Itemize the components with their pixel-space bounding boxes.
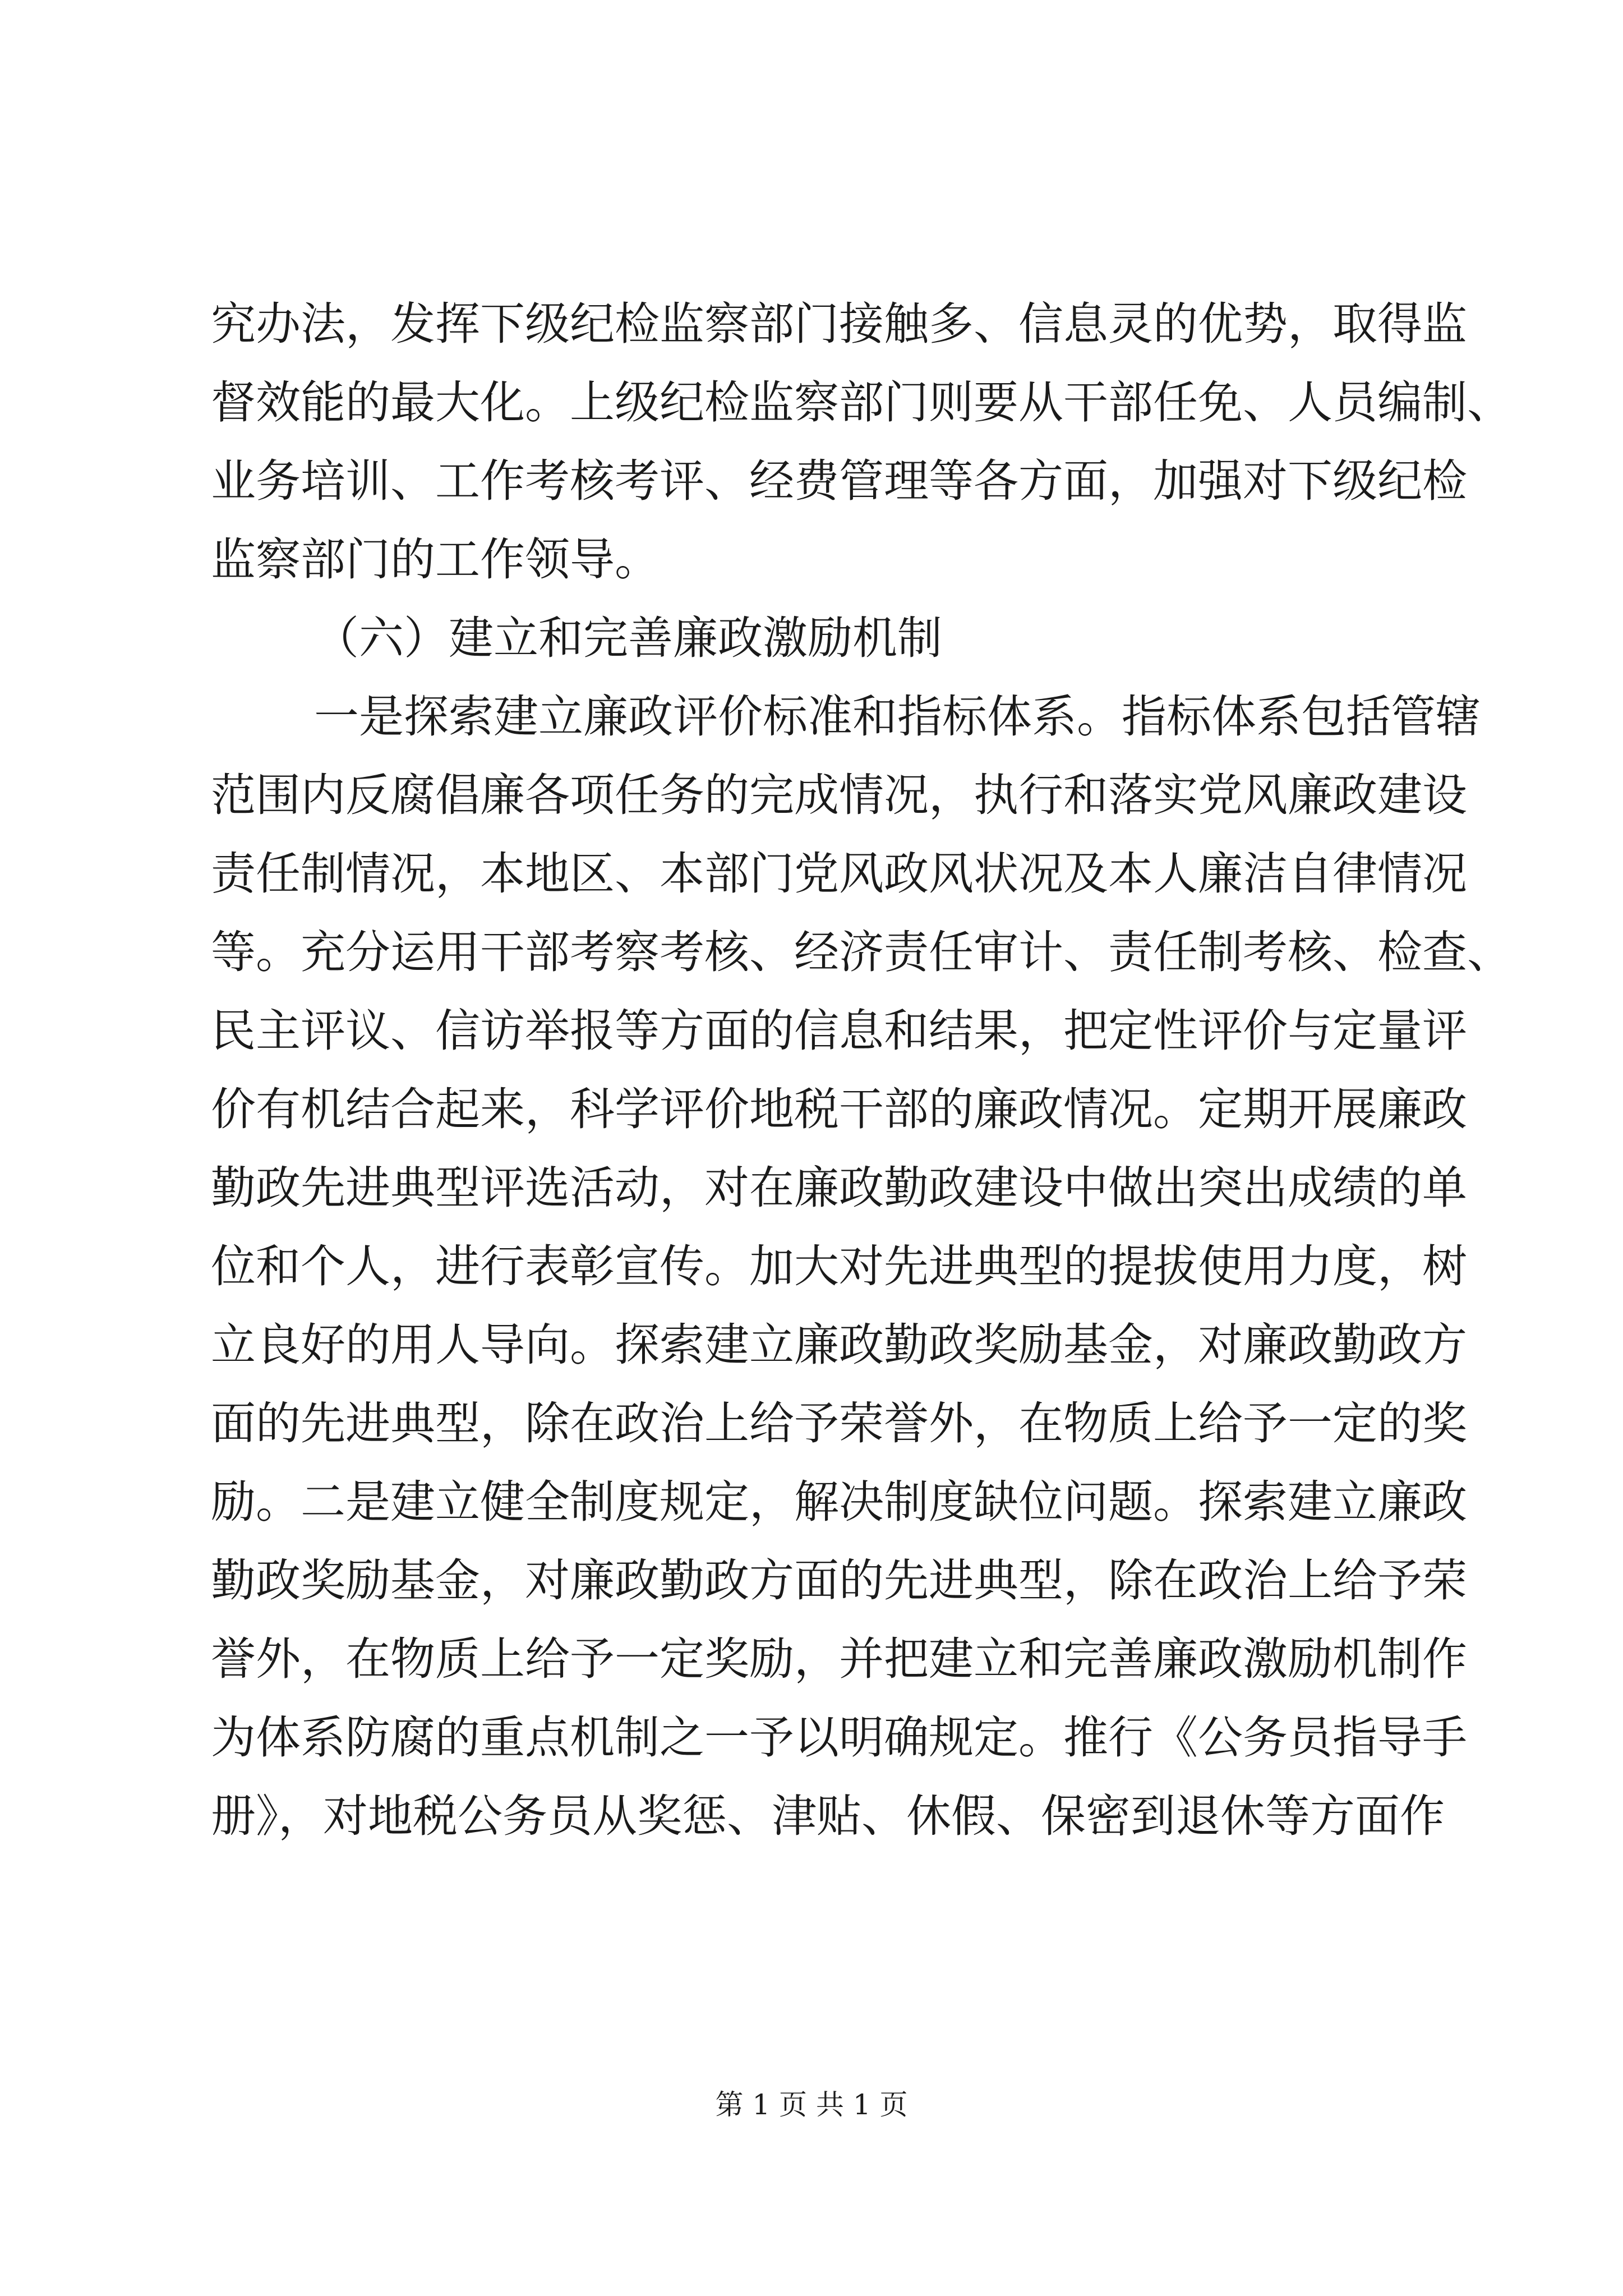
paragraph-2-line-12: 勤政奖励基金，对廉政勤政方面的先进典型，除在政治上给予荣 xyxy=(211,1554,1467,1607)
paragraph-2-line-14: 为体系防腐的重点机制之一予以明确规定。推行《公务员指导手 xyxy=(211,1711,1467,1764)
paragraph-2-line-4: 等。充分运用干部考察考核、经济责任审计、责任制考核、检查、 xyxy=(211,926,1512,978)
page-footer: 第 1 页 共 1 页 xyxy=(715,2088,908,2121)
paragraph-2-line-13: 誉外，在物质上给予一定奖励，并把建立和完善廉政激励机制作 xyxy=(211,1633,1467,1685)
paragraph-2-line-2: 范围内反腐倡廉各项任务的完成情况，执行和落实党风廉政建设 xyxy=(211,769,1467,821)
paragraph-2-line-3: 责任制情况，本地区、本部门党风政风状况及本人廉洁自律情况 xyxy=(211,848,1467,900)
paragraph-2-line-1: 一是探索建立廉政评价标准和指标体系。指标体系包括管辖 xyxy=(314,691,1481,743)
paragraph-1-line-1: 究办法，发挥下级纪检监察部门接触多、信息灵的优势，取得监 xyxy=(211,298,1467,350)
paragraph-2-line-10: 面的先进典型，除在政治上给予荣誉外，在物质上给予一定的奖 xyxy=(211,1397,1467,1450)
paragraph-2-line-11: 励。二是建立健全制度规定，解决制度缺位问题。探索建立廉政 xyxy=(211,1476,1467,1528)
paragraph-2-line-9: 立良好的用人导向。探索建立廉政勤政奖励基金，对廉政勤政方 xyxy=(211,1319,1467,1371)
paragraph-1-line-2: 督效能的最大化。上级纪检监察部门则要从干部任免、人员编制、 xyxy=(211,376,1512,429)
paragraph-2-line-8: 位和个人，进行表彰宣传。加大对先进典型的提拔使用力度，树 xyxy=(211,1240,1467,1292)
paragraph-1-line-4: 监察部门的工作领导。 xyxy=(211,533,660,586)
paragraph-2-line-15: 册》，对地税公务员从奖惩、津贴、休假、保密到退休等方面作 xyxy=(211,1790,1445,1842)
paragraph-2-line-7: 勤政先进典型评选活动，对在廉政勤政建设中做出突出成绩的单 xyxy=(211,1162,1467,1214)
paragraph-1-line-3: 业务培训、工作考核考评、经费管理等各方面，加强对下级纪检 xyxy=(211,455,1467,507)
paragraph-2-line-6: 价有机结合起来，科学评价地税干部的廉政情况。定期开展廉政 xyxy=(211,1083,1467,1135)
paragraph-2-line-5: 民主评议、信访举报等方面的信息和结果，把定性评价与定量评 xyxy=(211,1005,1467,1057)
section-heading: （六）建立和完善廉政激励机制 xyxy=(314,612,942,664)
